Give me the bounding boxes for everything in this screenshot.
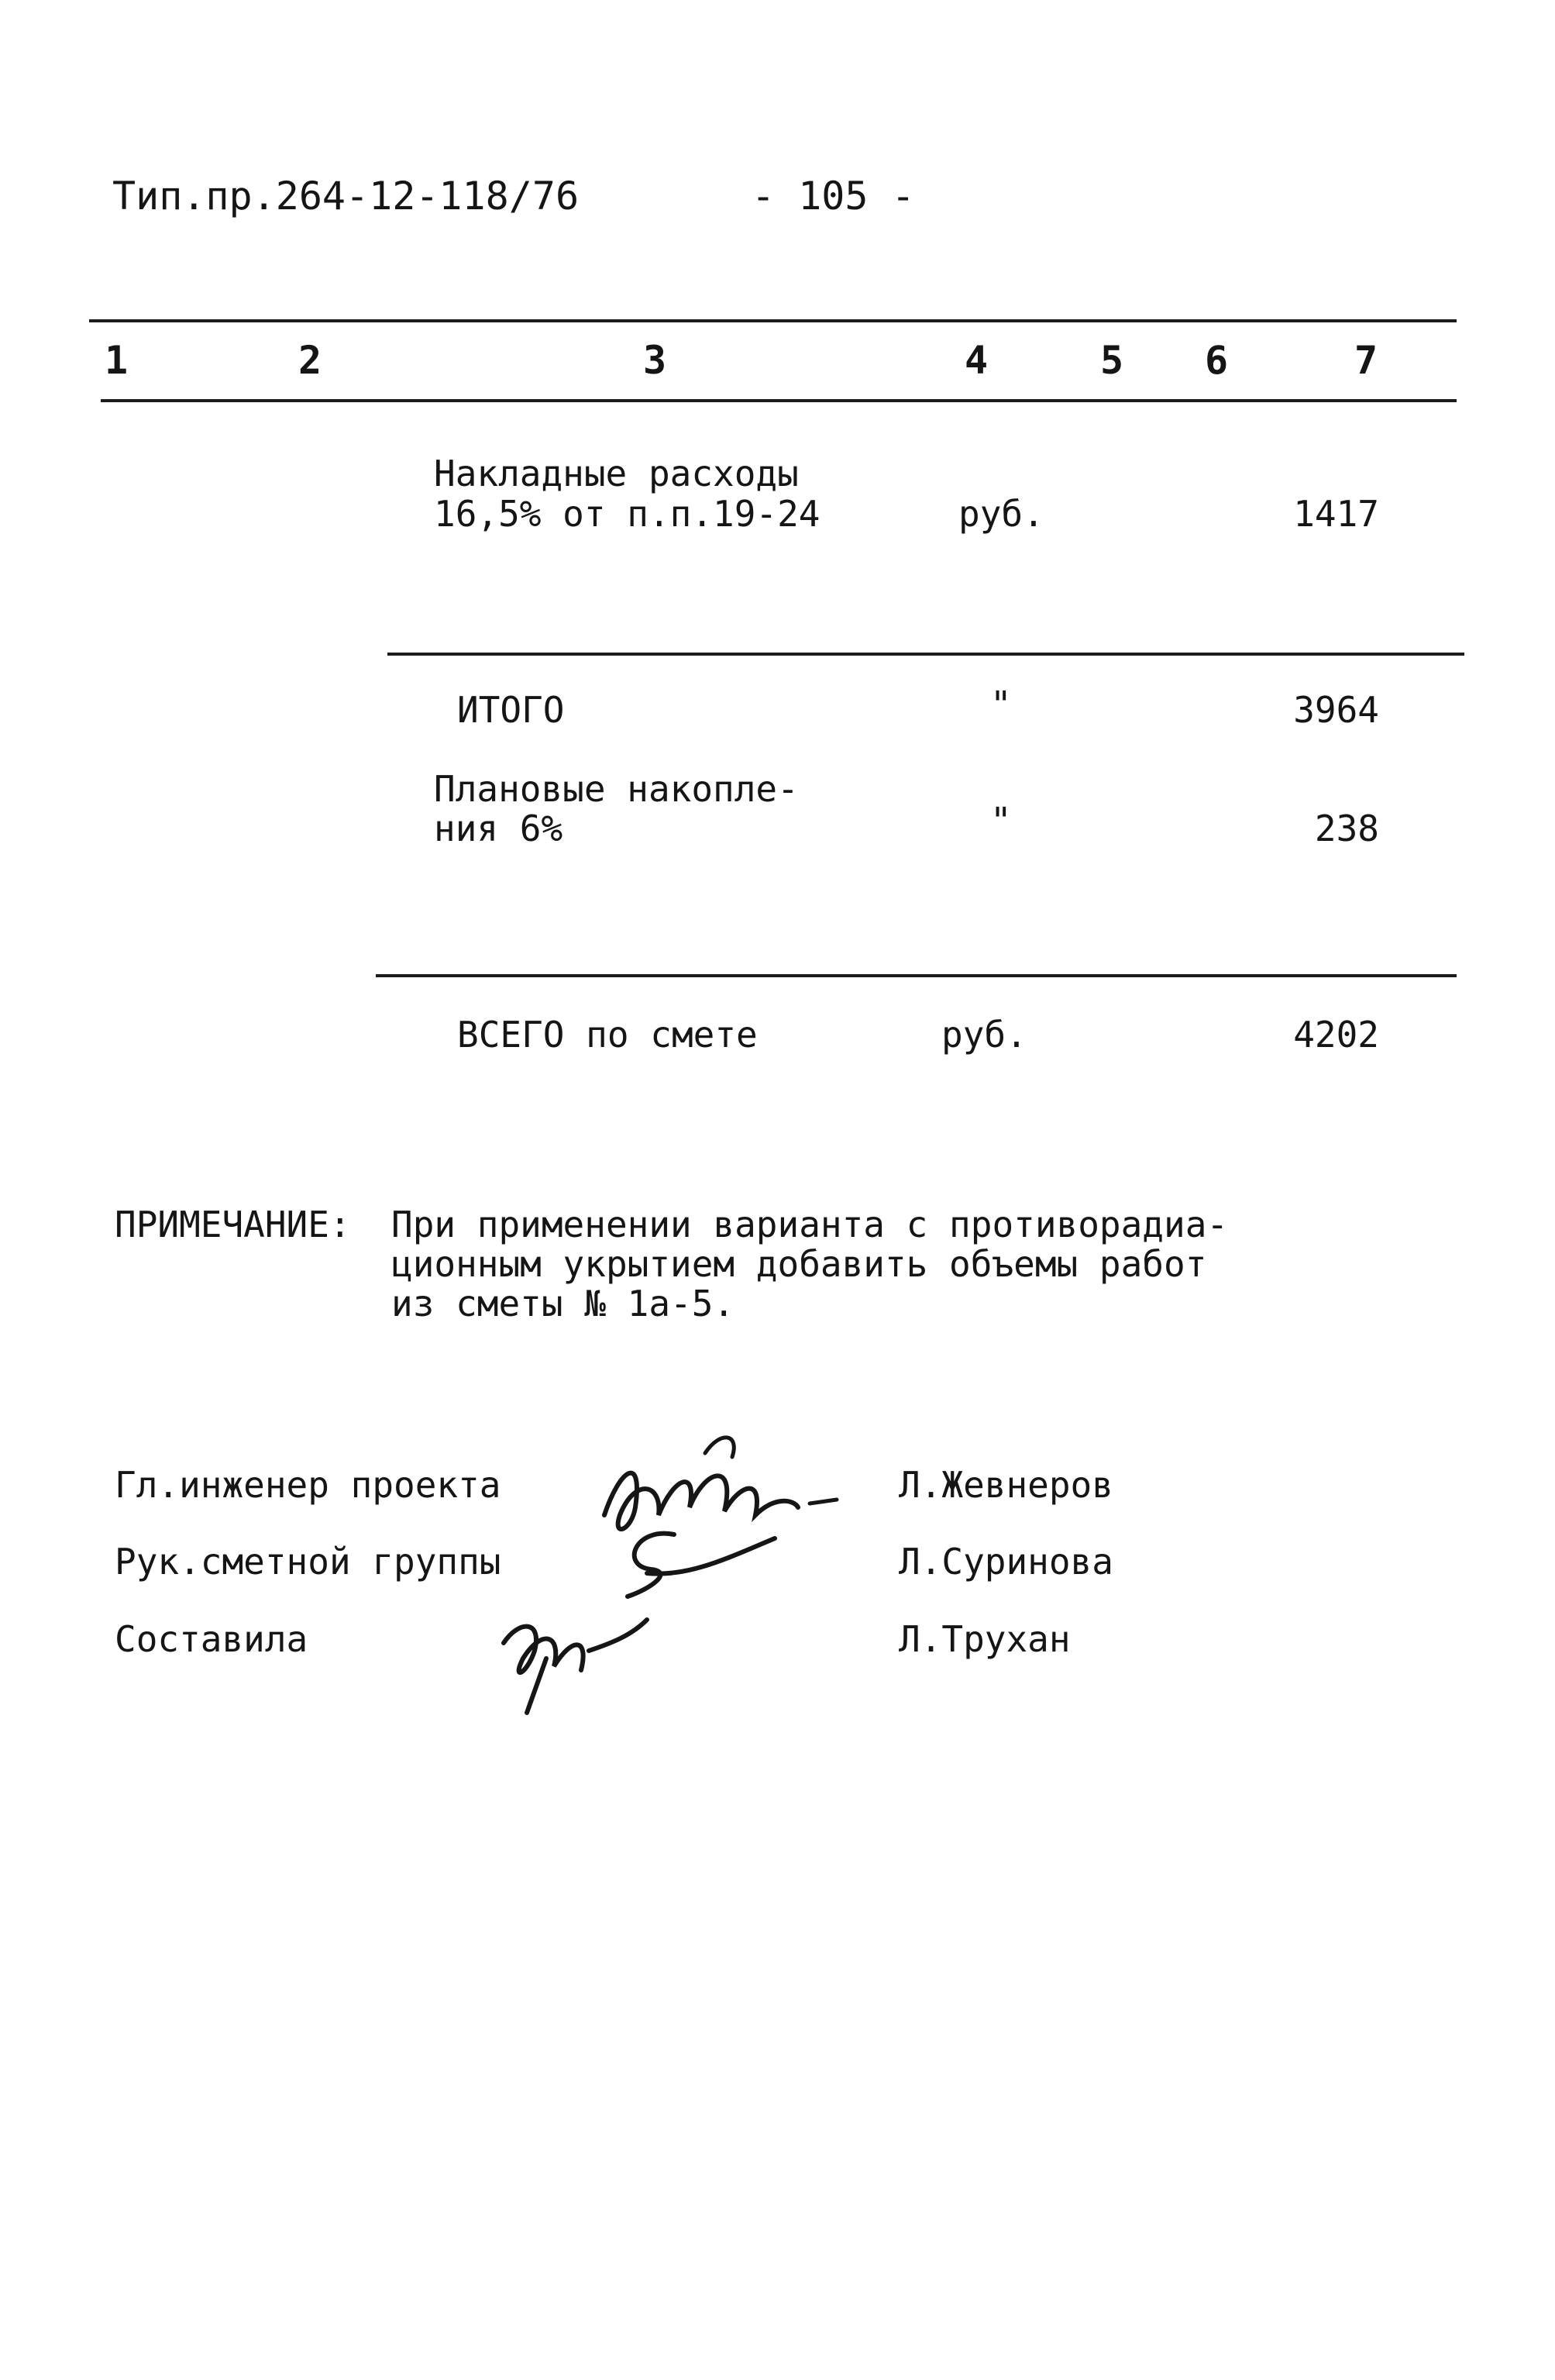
- row-value: 1417: [1293, 493, 1379, 535]
- page-number: - 105 -: [752, 174, 915, 219]
- row-value: 4202: [1293, 1014, 1379, 1056]
- note-line: При применении варианта с противорадиа-: [391, 1204, 1229, 1245]
- column-number: 5: [1100, 338, 1124, 383]
- row-unit: руб.: [958, 493, 1044, 535]
- signatory-name: Л.Жевнеров: [899, 1464, 1113, 1506]
- row-name-line: Накладные расходы: [434, 453, 799, 494]
- column-number: 4: [965, 338, 989, 383]
- row-value: 3964: [1293, 689, 1379, 731]
- note-line: ционным укрытием добавить объемы работ: [391, 1243, 1207, 1285]
- row-unit: ": [990, 684, 1012, 725]
- row-unit: ": [990, 800, 1012, 842]
- column-number: 6: [1205, 338, 1229, 383]
- signatory-name: Л.Трухан: [899, 1618, 1071, 1660]
- signatory-name: Л.Суринова: [899, 1541, 1113, 1583]
- column-number: 2: [298, 338, 322, 383]
- signatory-role: Составила: [115, 1618, 308, 1660]
- document-reference: Тип.пр.264-12-118/76: [112, 174, 580, 219]
- row-unit: руб.: [941, 1014, 1027, 1056]
- column-header-rule: [101, 399, 1457, 402]
- row-name-line: ния 6%: [434, 808, 563, 849]
- table-top-rule: [89, 319, 1457, 322]
- signatory-role: Рук.сметной группы: [115, 1541, 501, 1583]
- subtotal-rule: [387, 653, 1464, 656]
- column-number: 7: [1354, 338, 1378, 383]
- grand-total-rule: [376, 974, 1457, 977]
- row-name-line: ИТОГО: [457, 689, 565, 731]
- note-label: ПРИМЕЧАНИЕ:: [115, 1204, 351, 1245]
- column-number: 1: [105, 338, 129, 383]
- note-line: из сметы № 1а-5.: [391, 1283, 735, 1324]
- row-name-line: ВСЕГО по смете: [457, 1014, 758, 1056]
- row-value: 238: [1314, 808, 1379, 849]
- row-name-line: Плановые накопле-: [434, 768, 799, 810]
- column-number: 3: [643, 338, 667, 383]
- signatory-role: Гл.инженер проекта: [115, 1464, 501, 1506]
- row-name-line: 16,5% от п.п.19-24: [434, 493, 821, 535]
- signature-mark: [488, 1596, 674, 1728]
